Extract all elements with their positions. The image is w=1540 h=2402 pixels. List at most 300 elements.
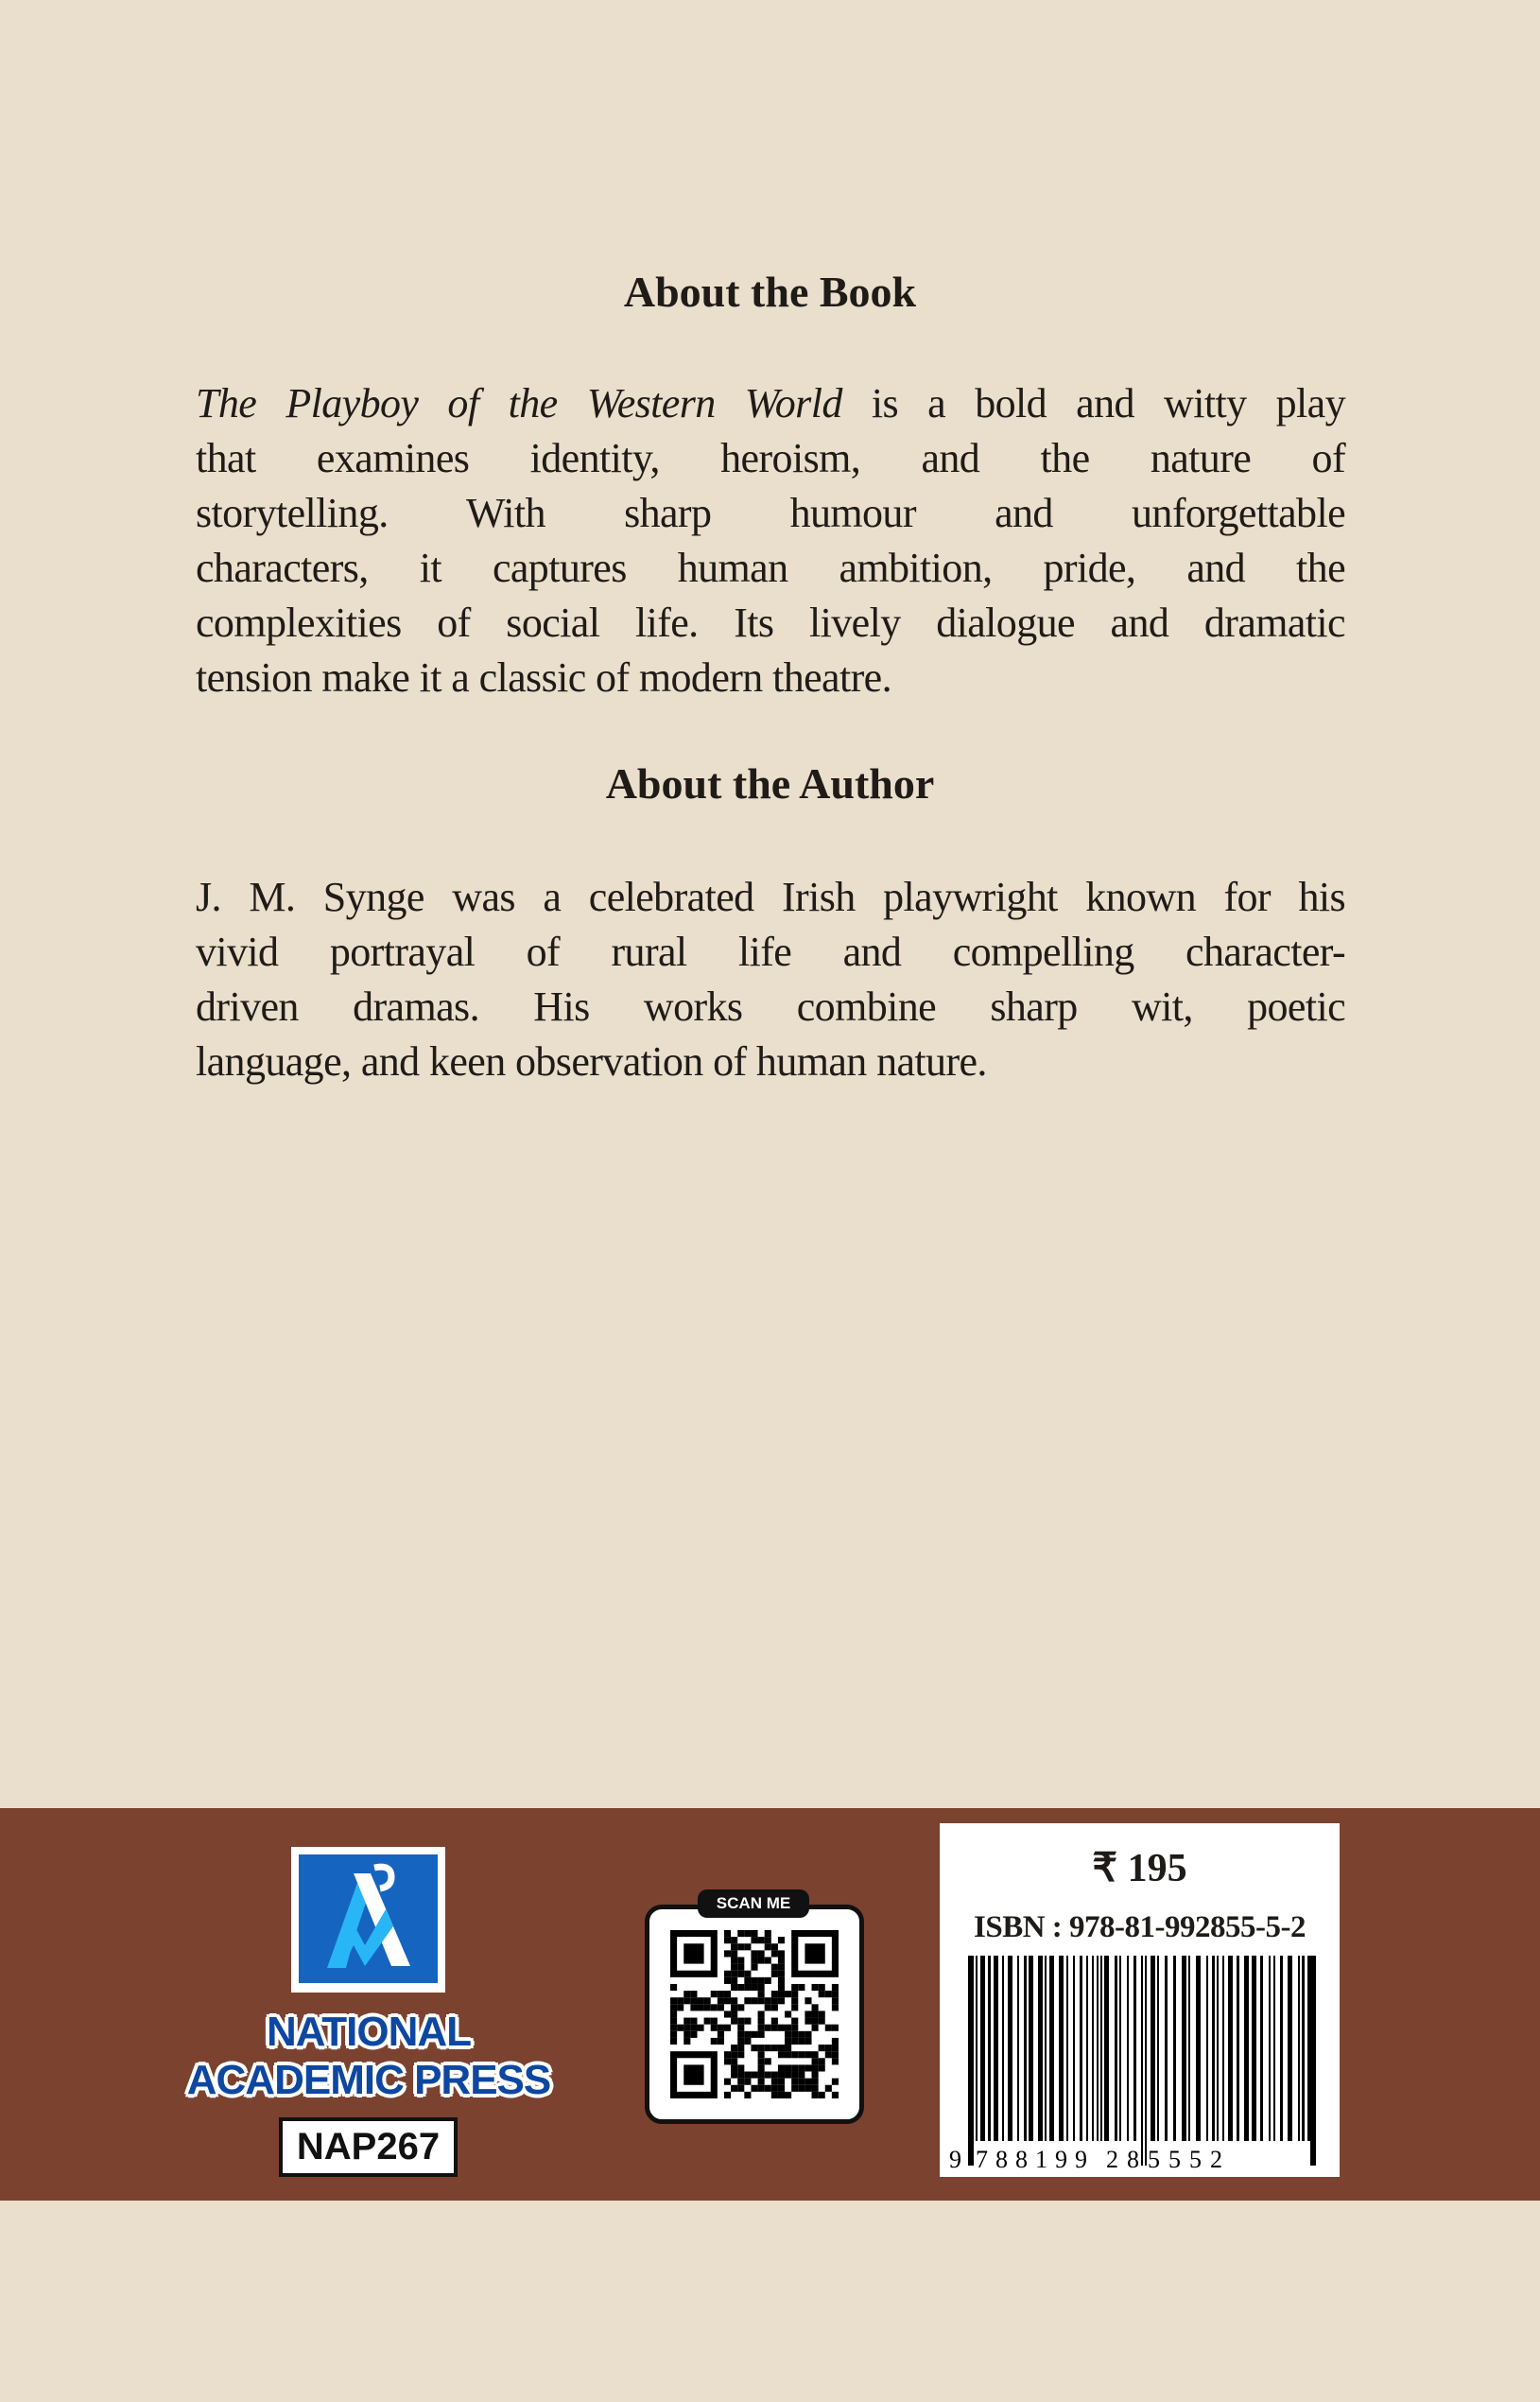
qr-module [805, 2010, 811, 2017]
qr-module [751, 1950, 757, 1957]
barcode-bar [1145, 1956, 1147, 2166]
qr-module [791, 2085, 798, 2092]
qr-module [778, 2085, 785, 2092]
qr-module [771, 2085, 778, 2092]
about-author-text [196, 870, 1345, 1089]
barcode-bar [1222, 1956, 1224, 2141]
qr-module [670, 2010, 677, 2017]
barcode-bar [1049, 1956, 1054, 2141]
text-line: complexities of social life. Its lively dialogue and dramatic [196, 600, 1345, 646]
qr-module [731, 1937, 737, 1943]
qr-module [744, 2038, 751, 2045]
about-book-text [196, 376, 1345, 705]
qr-module [737, 2079, 744, 2085]
qr-module [704, 2018, 711, 2025]
text-line: J. M. Synge was a celebrated Irish playwright known for his [196, 874, 1345, 920]
scan-me-label: SCAN ME [698, 1889, 809, 1918]
qr-module [805, 2031, 811, 2038]
qr-module [724, 2025, 731, 2031]
qr-module [751, 2045, 757, 2051]
qr-module [765, 1930, 771, 1937]
qr-module [778, 2072, 785, 2079]
barcode-panel [940, 1823, 1340, 2177]
qr-module [758, 1957, 765, 1963]
qr-module [704, 1997, 711, 2004]
qr-module [812, 2004, 819, 2010]
qr-module [758, 1950, 765, 1957]
barcode-bar [1092, 1956, 1094, 2141]
barcode-bar [1165, 1956, 1168, 2141]
qr-module [812, 2072, 819, 2079]
qr-module [670, 2025, 677, 2031]
qr-module [690, 2025, 697, 2031]
qr-module [812, 2025, 819, 2031]
barcode-bar [1307, 1956, 1310, 2141]
qr-module [744, 2031, 751, 2038]
qr-module [718, 2031, 724, 2038]
qr-module [758, 2079, 765, 2085]
qr-module [758, 2058, 765, 2064]
barcode-bar [970, 1956, 972, 2166]
qr-module [765, 2058, 771, 2064]
qr-module [832, 2045, 839, 2051]
qr-module [724, 1997, 731, 2004]
qr-module [798, 1984, 805, 1991]
text-line: characters, it captures human ambition, pride, and the [196, 545, 1345, 591]
qr-module [771, 2004, 778, 2010]
qr-module [765, 2072, 771, 2079]
qr-module [771, 1943, 778, 1950]
isbn: ISBN : 978-81-992855-5-2 [974, 1910, 1306, 1944]
barcode-bar [1104, 1956, 1109, 2141]
qr-module [751, 1957, 757, 1963]
qr-module [765, 1957, 771, 1963]
qr-module [751, 1977, 757, 1984]
qr-module [737, 2064, 744, 2071]
qr-module [677, 2004, 683, 2010]
qr-module [744, 1971, 751, 1977]
qr-module [737, 2045, 744, 2051]
qr-module [737, 2038, 744, 2045]
barcode-bar [1002, 1956, 1004, 2141]
qr-module [744, 2072, 751, 2079]
qr-module [798, 2072, 805, 2079]
qr-module [751, 1984, 757, 1991]
qr-module [744, 1930, 751, 1937]
qr-module [771, 2025, 778, 2031]
barcode-bar [1173, 1956, 1176, 2141]
barcode-bar [972, 1956, 974, 2166]
barcode-icon [947, 1956, 1325, 2171]
qr-module [798, 2051, 805, 2058]
barcode-digit: 5 [1168, 2146, 1181, 2171]
qr-module [711, 2004, 718, 2010]
qr-module [758, 2072, 765, 2079]
about-author-heading: About the Author [605, 759, 935, 808]
barcode-bar [988, 1956, 991, 2141]
qr-module [785, 2092, 791, 2098]
qr-module [670, 2004, 677, 2010]
qr-module [805, 2079, 811, 2085]
qr-module [737, 1957, 744, 1963]
qr-module [683, 2018, 690, 2025]
about-book-heading: About the Book [623, 268, 917, 316]
barcode-bar [1073, 1956, 1075, 2141]
qr-module [731, 2072, 737, 2079]
qr-module [785, 2031, 791, 2038]
qr-module [711, 2018, 718, 2025]
qr-module [670, 1997, 677, 2004]
book-title: The Playboy of the Western World [196, 380, 842, 426]
barcode-digit: 5 [1189, 2146, 1202, 2171]
qr-module [765, 2045, 771, 2051]
qr-module [771, 1997, 778, 2004]
qr-module [771, 2079, 778, 2085]
barcode-bar [994, 1956, 998, 2141]
qr-module [737, 1943, 744, 1950]
qr-module [832, 2051, 839, 2058]
qr-module [670, 2018, 677, 2025]
qr-module [798, 2038, 805, 2045]
qr-module [711, 1991, 718, 1997]
qr-module [690, 1991, 697, 1997]
qr-module [812, 1984, 819, 1991]
qr-module [778, 2092, 785, 2098]
qr-module [758, 2031, 765, 2038]
qr-module [798, 2085, 805, 2092]
qr-module [791, 2031, 798, 2038]
barcode-bar [1127, 1956, 1129, 2141]
qr-module [805, 2051, 811, 2058]
qr-module [778, 1997, 785, 2004]
qr-module [718, 2038, 724, 2045]
qr-module [832, 2025, 839, 2031]
qr-module [785, 2051, 791, 2058]
barcode-digit: 8 [1015, 2146, 1028, 2171]
qr-module [724, 1937, 731, 1943]
qr-module [778, 2079, 785, 2085]
text-line: tension make it a classic of modern theatre. [196, 654, 891, 701]
qr-module [731, 2010, 737, 2017]
qr-module [744, 1984, 751, 1991]
text-line: driven dramas. His works combine sharp wit, poetic [196, 983, 1345, 1030]
qr-module [724, 1991, 731, 1997]
qr-module [791, 2018, 798, 2025]
text-line: that examines identity, heroism, and the nature of [196, 435, 1345, 481]
qr-module [724, 2010, 731, 2017]
qr-module [791, 1991, 798, 1997]
qr-module [771, 1971, 778, 1977]
qr-module [825, 1991, 832, 1997]
qr-module [791, 2038, 798, 2045]
qr-pattern-icon [670, 1930, 839, 2098]
barcode-bar [1196, 1956, 1201, 2141]
barcode-bar [968, 1956, 970, 2166]
qr-module [724, 1971, 731, 1977]
barcode-bar [1182, 1956, 1186, 2141]
qr-module [718, 2004, 724, 2010]
text-line [196, 376, 1345, 431]
qr-module [785, 1991, 791, 1997]
qr-module [758, 2010, 765, 2017]
qr-module [791, 1997, 798, 2004]
qr-module [731, 1971, 737, 1977]
qr-module [704, 2004, 711, 2010]
qr-module [785, 2045, 791, 2051]
qr-module [683, 2031, 690, 2038]
barcode-bar [1298, 1956, 1300, 2141]
qr-module [697, 2025, 703, 2031]
text-line: vivid portrayal of rural life and compelling character- [196, 929, 1345, 975]
qr-module [819, 2064, 825, 2071]
qr-module [744, 2079, 751, 2085]
qr-module [832, 2058, 839, 2064]
publisher-code: NAP267 [279, 2117, 458, 2177]
barcode-bar [1228, 1956, 1233, 2141]
qr-module [778, 2045, 785, 2051]
qr-module [825, 2045, 832, 2051]
qr-module [731, 1964, 737, 1971]
barcode-bar [1045, 1956, 1047, 2141]
qr-module [791, 2079, 798, 2085]
qr-module [778, 1950, 785, 1957]
qr-module [765, 1977, 771, 1984]
text-line: language, and keen observation of human nature. [196, 1038, 987, 1085]
qr-module [690, 2031, 697, 2038]
qr-module [737, 2072, 744, 2079]
barcode-digit: 5 [1148, 2146, 1160, 2171]
qr-module [812, 2018, 819, 2025]
qr-module [758, 2045, 765, 2051]
qr-module [737, 2085, 744, 2092]
barcode-bar [1273, 1956, 1275, 2141]
publisher-name-line1: NATIONAL [266, 2009, 472, 2055]
qr-module [791, 2072, 798, 2079]
qr-module [751, 2085, 757, 2092]
qr-module [724, 2092, 731, 2098]
qr-module [765, 1943, 771, 1950]
qr-module [731, 1950, 737, 1957]
qr-module [825, 2051, 832, 2058]
barcode-bar [1269, 1956, 1271, 2141]
qr-module [771, 1964, 778, 1971]
qr-module [819, 2045, 825, 2051]
qr-module [731, 1957, 737, 1963]
qr-module [670, 2031, 677, 2038]
qr-module [819, 1984, 825, 1991]
qr-module [771, 2018, 778, 2025]
qr-module [758, 2085, 765, 2092]
qr-module [751, 2031, 757, 2038]
qr-module [744, 2018, 751, 2025]
qr-module [805, 2038, 811, 2045]
qr-module [670, 2038, 677, 2045]
qr-module [737, 2018, 744, 2025]
qr-module [677, 2025, 683, 2031]
qr-module [737, 1971, 744, 1977]
qr-module [758, 2051, 765, 2058]
qr-module [731, 2085, 737, 2092]
qr-module [731, 2045, 737, 2051]
barcode-bar [1038, 1956, 1043, 2141]
qr-module [778, 1977, 785, 1984]
qr-module [744, 2092, 751, 2098]
barcode-bar [1302, 1956, 1305, 2141]
qr-module [771, 2092, 778, 2098]
qr-code[interactable] [645, 1905, 864, 2124]
barcode-bar [1310, 1956, 1312, 2166]
qr-module [718, 1991, 724, 1997]
qr-module [683, 1997, 690, 2004]
qr-module [683, 2038, 690, 2045]
barcode-bar [1252, 1956, 1256, 2141]
qr-module [758, 2025, 765, 2031]
barcode-bar [1100, 1956, 1102, 2141]
barcode-bar [1119, 1956, 1121, 2141]
qr-module [765, 1937, 771, 1943]
qr-module [737, 2004, 744, 2010]
qr-module [805, 2018, 811, 2025]
qr-module [778, 1957, 785, 1963]
qr-module [690, 2004, 697, 2010]
qr-module [724, 1930, 731, 1937]
barcode-bar [1097, 1956, 1099, 2141]
qr-module [832, 1991, 839, 1997]
barcode-bar [1017, 1956, 1019, 2141]
qr-module [731, 1997, 737, 2004]
qr-module [718, 1997, 724, 2004]
qr-module [812, 2079, 819, 2085]
qr-module [785, 2038, 791, 2045]
barcode-bar [1080, 1956, 1082, 2141]
qr-module [805, 1997, 811, 2004]
qr-module [744, 1977, 751, 1984]
qr-module [690, 2018, 697, 2025]
qr-module [825, 2085, 832, 2092]
qr-module [785, 2025, 791, 2031]
qr-module [758, 1997, 765, 2004]
qr-module [731, 2064, 737, 2071]
qr-module [731, 2018, 737, 2025]
barcode-digit: 8 [995, 2146, 1008, 2171]
qr-module [737, 1964, 744, 1971]
qr-module [751, 1930, 757, 1937]
qr-module [724, 2058, 731, 2064]
qr-module [832, 1997, 839, 2004]
qr-module [751, 1997, 757, 2004]
qr-module [798, 2064, 805, 2071]
barcode-bar [1151, 1956, 1155, 2141]
barcode-bar [1086, 1956, 1088, 2141]
barcode-bar [980, 1956, 985, 2141]
qr-module [737, 1984, 744, 1991]
qr-module [744, 1997, 751, 2004]
barcode-bar [976, 1956, 978, 2141]
qr-module [819, 2018, 825, 2025]
barcode-bar [1217, 1956, 1219, 2141]
qr-module [819, 1991, 825, 1997]
barcode-bar [1141, 1956, 1143, 2166]
qr-module [812, 2051, 819, 2058]
nap-logo-icon [291, 1847, 445, 1993]
qr-module [718, 2025, 724, 2031]
qr-module [697, 2004, 703, 2010]
barcode-bar [1314, 1956, 1316, 2166]
qr-module [677, 1997, 683, 2004]
qr-module [791, 1984, 798, 1991]
qr-module [819, 2092, 825, 2098]
qr-module [791, 2051, 798, 2058]
qr-module [778, 2025, 785, 2031]
barcode-bar [1029, 1956, 1033, 2141]
qr-module [758, 1977, 765, 1984]
qr-module [832, 2079, 839, 2085]
barcode-bar [1260, 1956, 1263, 2141]
barcode-bar [1157, 1956, 1159, 2141]
qr-module [778, 1937, 785, 1943]
qr-module [744, 1943, 751, 1950]
qr-module [771, 2072, 778, 2079]
barcode-bar [1206, 1956, 1208, 2141]
qr-module [758, 1991, 765, 1997]
qr-module [765, 2004, 771, 2010]
qr-module [737, 2025, 744, 2031]
barcode-digit: 9 [1075, 2146, 1087, 2171]
qr-module [778, 1984, 785, 1991]
barcode-bar [1312, 1956, 1314, 2166]
qr-module [771, 1950, 778, 1957]
qr-module [751, 1937, 757, 1943]
qr-module [791, 2025, 798, 2031]
barcode-digit: 1 [1035, 2146, 1047, 2171]
barcode-bar [1066, 1956, 1068, 2141]
qr-module [778, 1971, 785, 1977]
qr-module [697, 1997, 703, 2004]
qr-module [731, 1943, 737, 1950]
qr-module [812, 2064, 819, 2071]
qr-module [825, 2025, 832, 2031]
barcode-digit: 9 [1055, 2146, 1067, 2171]
qr-module [812, 2092, 819, 2098]
qr-module [751, 1964, 757, 1971]
publisher-name-line2: ACADEMIC PRESS [186, 2057, 551, 2103]
barcode-bar [1115, 1956, 1117, 2141]
qr-module [731, 2058, 737, 2064]
barcode-bar [1244, 1956, 1249, 2141]
barcode-digit: 2 [1210, 2146, 1222, 2171]
barcode-bar [1008, 1956, 1012, 2141]
barcode-digit: 2 [1106, 2146, 1118, 2171]
qr-module [832, 1984, 839, 1991]
qr-module [832, 2092, 839, 2098]
barcode-bar [1024, 1956, 1027, 2141]
qr-module [798, 2031, 805, 2038]
qr-module [765, 2085, 771, 2092]
qr-module [812, 2058, 819, 2064]
qr-module [785, 2064, 791, 2071]
qr-module [798, 2079, 805, 2085]
qr-module [731, 2004, 737, 2010]
qr-module [724, 2051, 731, 2058]
barcode-digit: 9 [949, 2146, 961, 2171]
qr-module [711, 2038, 718, 2045]
qr-module [690, 1997, 697, 2004]
qr-module [819, 2010, 825, 2017]
text-span: is a bold and witty play [841, 380, 1345, 426]
qr-module [683, 1991, 690, 1997]
text-line: storytelling. With sharp humour and unforgettable [196, 490, 1345, 536]
qr-module [791, 2064, 798, 2071]
